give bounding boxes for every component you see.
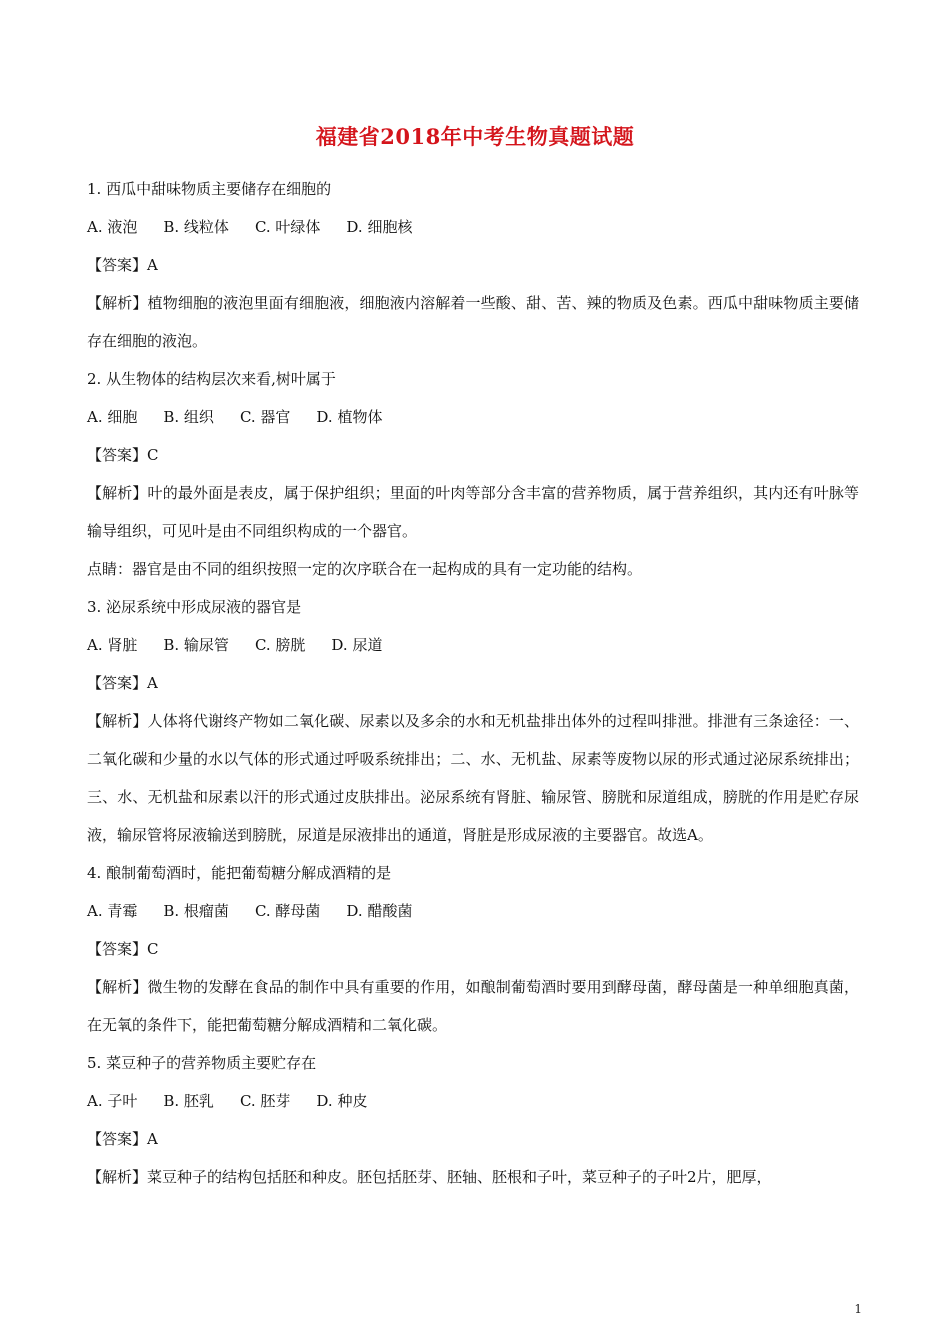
question-list [87,170,859,1196]
answer-line: 【答案】A [87,256,158,274]
option-b: B. 组织 [163,408,214,426]
analysis-paragraph: 【解析】人体将代谢终产物如二氧化碳、尿素以及多余的水和无机盐排出体外的过程叫排泄。排泄有三条途径：一、二氧化碳和少量的水以气体的形式通过呼吸系统排出；二、水、无机盐、尿素等废物以尿的形式通过泌尿系统排出；三、水、无机盐和尿素以汗的形式通过皮肤排出。泌尿系统有肾脏、输尿管、膀胱和尿道组成，膀胱的作用是贮存尿液，输尿管将尿液输送到膀胱，尿道是尿液排出的通道，肾脏是形成尿液的主要器官。故选A。 [87,712,859,844]
analysis-paragraph: 【解析】植物细胞的液泡里面有细胞液，细胞液内溶解着一些酸、甜、苦、辣的物质及色素。西瓜中甜味物质主要储存在细胞的液泡。 [87,294,859,350]
page-number: 1 [854,1302,862,1316]
question-stem: 1. 西瓜中甜味物质主要储存在细胞的 [87,180,332,198]
question-stem: 3. 泌尿系统中形成尿液的器官是 [87,598,302,616]
question-2 [87,360,859,588]
option-b: B. 根瘤菌 [163,902,229,920]
question-options [87,892,859,930]
answer-line: 【答案】C [87,446,159,464]
question-5 [87,1044,859,1196]
question-options [87,208,859,246]
tip-paragraph: 点睛：器官是由不同的组织按照一定的次序联合在一起构成的具有一定功能的结构。 [87,560,643,578]
option-b: B. 线粒体 [163,218,229,236]
question-1 [87,170,859,360]
option-d: D. 尿道 [331,636,383,654]
page-title: 福建省2018年中考生物真题试题 [315,124,635,149]
option-d: D. 种皮 [316,1092,368,1110]
question-4 [87,854,859,1044]
analysis-paragraph: 【解析】微生物的发酵在食品的制作中具有重要的作用，如酿制葡萄酒时要用到酵母菌，酵母菌是一种单细胞真菌，在无氧的条件下，能把葡萄糖分解成酒精和二氧化碳。 [87,978,859,1034]
answer-line: 【答案】A [87,674,158,692]
option-d: D. 植物体 [316,408,383,426]
question-stem: 2. 从生物体的结构层次来看,树叶属于 [87,370,336,388]
question-stem: 5. 菜豆种子的营养物质主要贮存在 [87,1054,317,1072]
option-c: C. 酵母菌 [254,902,321,920]
option-a: A. 液泡 [87,218,138,236]
question-options [87,626,859,664]
analysis-paragraph: 【解析】叶的最外面是表皮，属于保护组织；里面的叶肉等部分含丰富的营养物质，属于营养组织，其内还有叶脉等输导组织，可见叶是由不同组织构成的一个器官。 [87,484,859,540]
option-c: C. 膀胱 [254,636,306,654]
question-stem: 4. 酿制葡萄酒时，能把葡萄糖分解成酒精的是 [87,864,392,882]
option-d: D. 醋酸菌 [346,902,413,920]
option-a: A. 青霉 [87,902,138,920]
option-a: A. 细胞 [87,408,138,426]
option-c: C. 叶绿体 [254,218,321,236]
option-c: C. 胚芽 [239,1092,291,1110]
question-options [87,1082,859,1120]
option-d: D. 细胞核 [346,218,413,236]
option-a: A. 子叶 [87,1092,138,1110]
answer-line: 【答案】C [87,940,159,958]
option-a: A. 肾脏 [87,636,138,654]
option-c: C. 器官 [239,408,291,426]
answer-line: 【答案】A [87,1130,158,1148]
option-b: B. 输尿管 [163,636,229,654]
question-3 [87,588,859,854]
analysis-paragraph: 【解析】菜豆种子的结构包括胚和种皮。胚包括胚芽、胚轴、胚根和子叶，菜豆种子的子叶2片，肥厚， [87,1168,772,1186]
option-b: B. 胚乳 [163,1092,214,1110]
question-options [87,398,859,436]
